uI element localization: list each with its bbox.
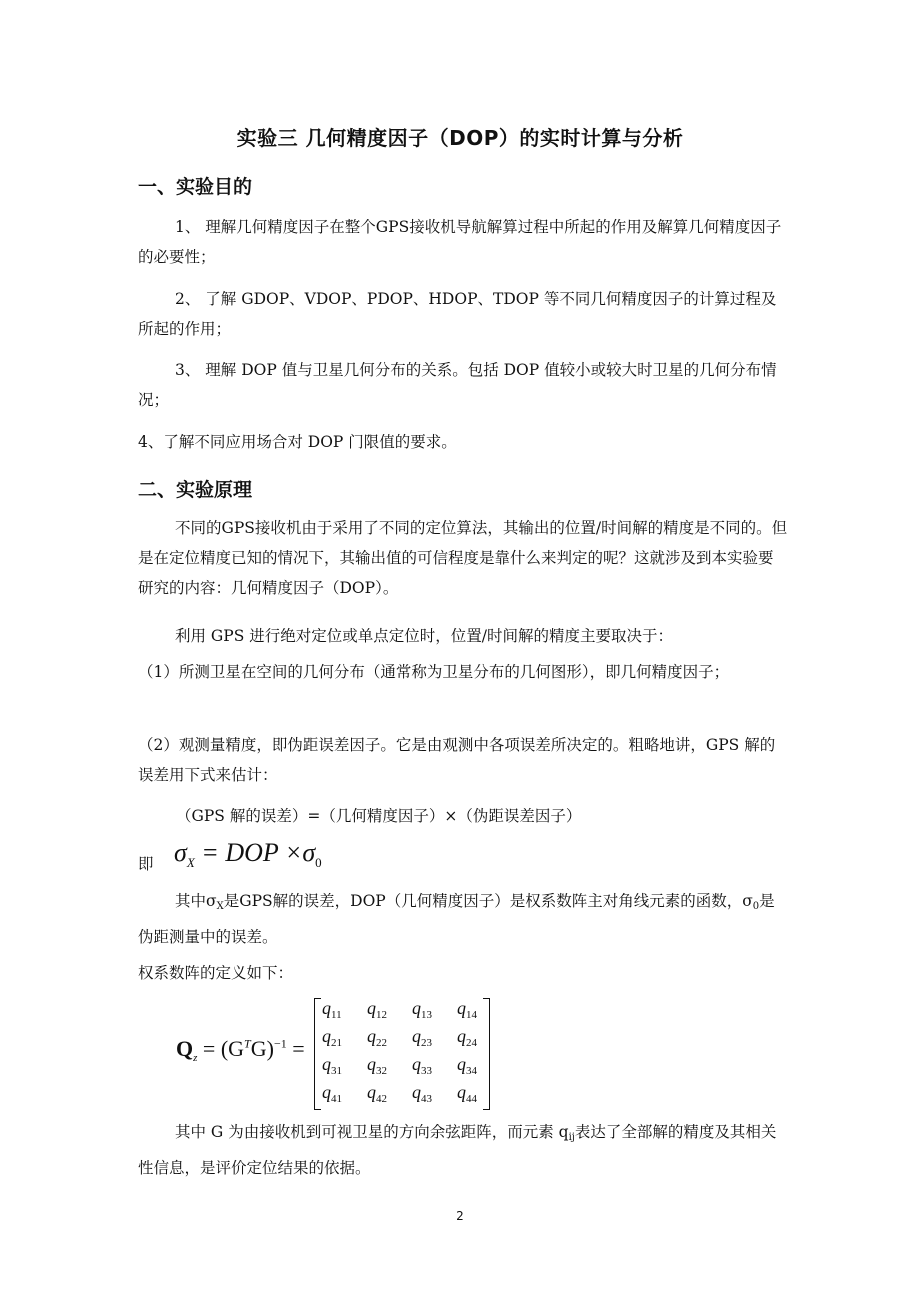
matrix-cell-q41: $q_{41}$: [322, 1082, 342, 1105]
formula-sub-0: 0: [315, 855, 322, 870]
matrix-cell-q21: $q_{21}$: [322, 1026, 342, 1049]
principle-error-equation: （GPS 解的误差）=（几何精度因子）×（伪距误差因子）: [176, 807, 582, 825]
principle-paragraph-1: 不同的GPS接收机由于采用了不同的定位算法，其输出的位置/时间解的精度是不同的。但是在定位精度已知的情况下，其输出值的可信程度是靠什么来判定的呢？这就涉及到本实验要研究的内容：几何精度因子（DOP）。: [138, 519, 788, 597]
principle-paragraph-8: 其中 G 为由接收机到可视卫星的方向余弦距阵，而元素 qij表达了全部解的精度及其相关性信息，是评价定位结果的依据。: [138, 1123, 777, 1177]
matrix-cell-q23: $q_{23}$: [412, 1026, 432, 1049]
purpose-item-3: 3、 理解 DOP 值与卫星几何分布的关系。包括 DOP 值较小或较大时卫星的几何分布情况；: [138, 361, 777, 409]
purpose-item-4: 4、了解不同应用场合对 DOP 门限值的要求。: [138, 433, 457, 451]
purpose-item-2: 2、 了解 GDOP、VDOP、PDOP、HDOP、TDOP 等不同几何精度因子的计算过程及所起的作用；: [138, 290, 777, 338]
matrix-cell-q34: $q_{34}$: [457, 1054, 477, 1077]
formula-sigma: σ: [174, 838, 187, 867]
formula-sub-x: X: [186, 855, 195, 870]
principle-paragraph-4: （2）观测量精度，即伪距误差因子。它是由观测中各项误差所决定的。粗略地讲，GPS 解的误差用下式来估计：: [138, 736, 776, 784]
matrix-cell-q13: $q_{13}$: [412, 998, 432, 1021]
formula-prefix: 即: [138, 855, 154, 873]
principle-paragraph-3: （1）所测卫星在空间的几何分布（通常称为卫星分布的几何图形），即几何精度因子；: [138, 663, 730, 681]
matrix-cell-q22: $q_{22}$: [367, 1026, 387, 1049]
purpose-item-1: 1、 理解几何精度因子在整个GPS接收机导航解算过程中所起的作用及解算几何精度因子的必要性；: [138, 218, 782, 266]
matrix-cell-q32: $q_{32}$: [367, 1054, 387, 1077]
principle-paragraph-6: 其中σX是GPS解的误差，DOP（几何精度因子）是权系数阵主对角线元素的函数，σ0是伪距测量中的误差。: [138, 892, 775, 946]
sigma-formula: [138, 838, 788, 878]
formula-eq: = DOP ×: [194, 838, 303, 867]
formula-expression: [174, 838, 322, 871]
matrix-cell-q11: $q_{11}$: [322, 998, 342, 1021]
matrix-cell-q42: $q_{42}$: [367, 1082, 387, 1105]
document-title: 实验三 几何精度因子（DOP）的实时计算与分析: [236, 126, 684, 150]
section-heading-principle: 二、实验原理: [138, 479, 253, 501]
matrix-lhs: $Q_z = (G^TG)^{-1}$ =: [176, 1036, 305, 1064]
matrix-cell-q24: $q_{24}$: [457, 1026, 477, 1049]
matrix-cell-q44: $q_{44}$: [457, 1082, 477, 1105]
matrix-cell-q43: $q_{43}$: [412, 1082, 432, 1105]
section-heading-purpose: 一、实验目的: [138, 176, 253, 198]
matrix-cell-q12: $q_{12}$: [367, 998, 387, 1021]
matrix-cell-q33: $q_{33}$: [412, 1054, 432, 1077]
matrix-cell-q14: $q_{14}$: [457, 998, 477, 1021]
matrix-cell-q31: $q_{31}$: [322, 1054, 342, 1077]
page-number: 2: [456, 1209, 464, 1223]
formula-sigma-2: σ: [302, 838, 316, 867]
principle-paragraph-2: 利用 GPS 进行绝对定位或单点定位时，位置/时间解的精度主要取决于：: [175, 627, 674, 645]
weight-matrix-equation: [176, 996, 496, 1112]
principle-paragraph-7: 权系数阵的定义如下：: [138, 964, 294, 982]
